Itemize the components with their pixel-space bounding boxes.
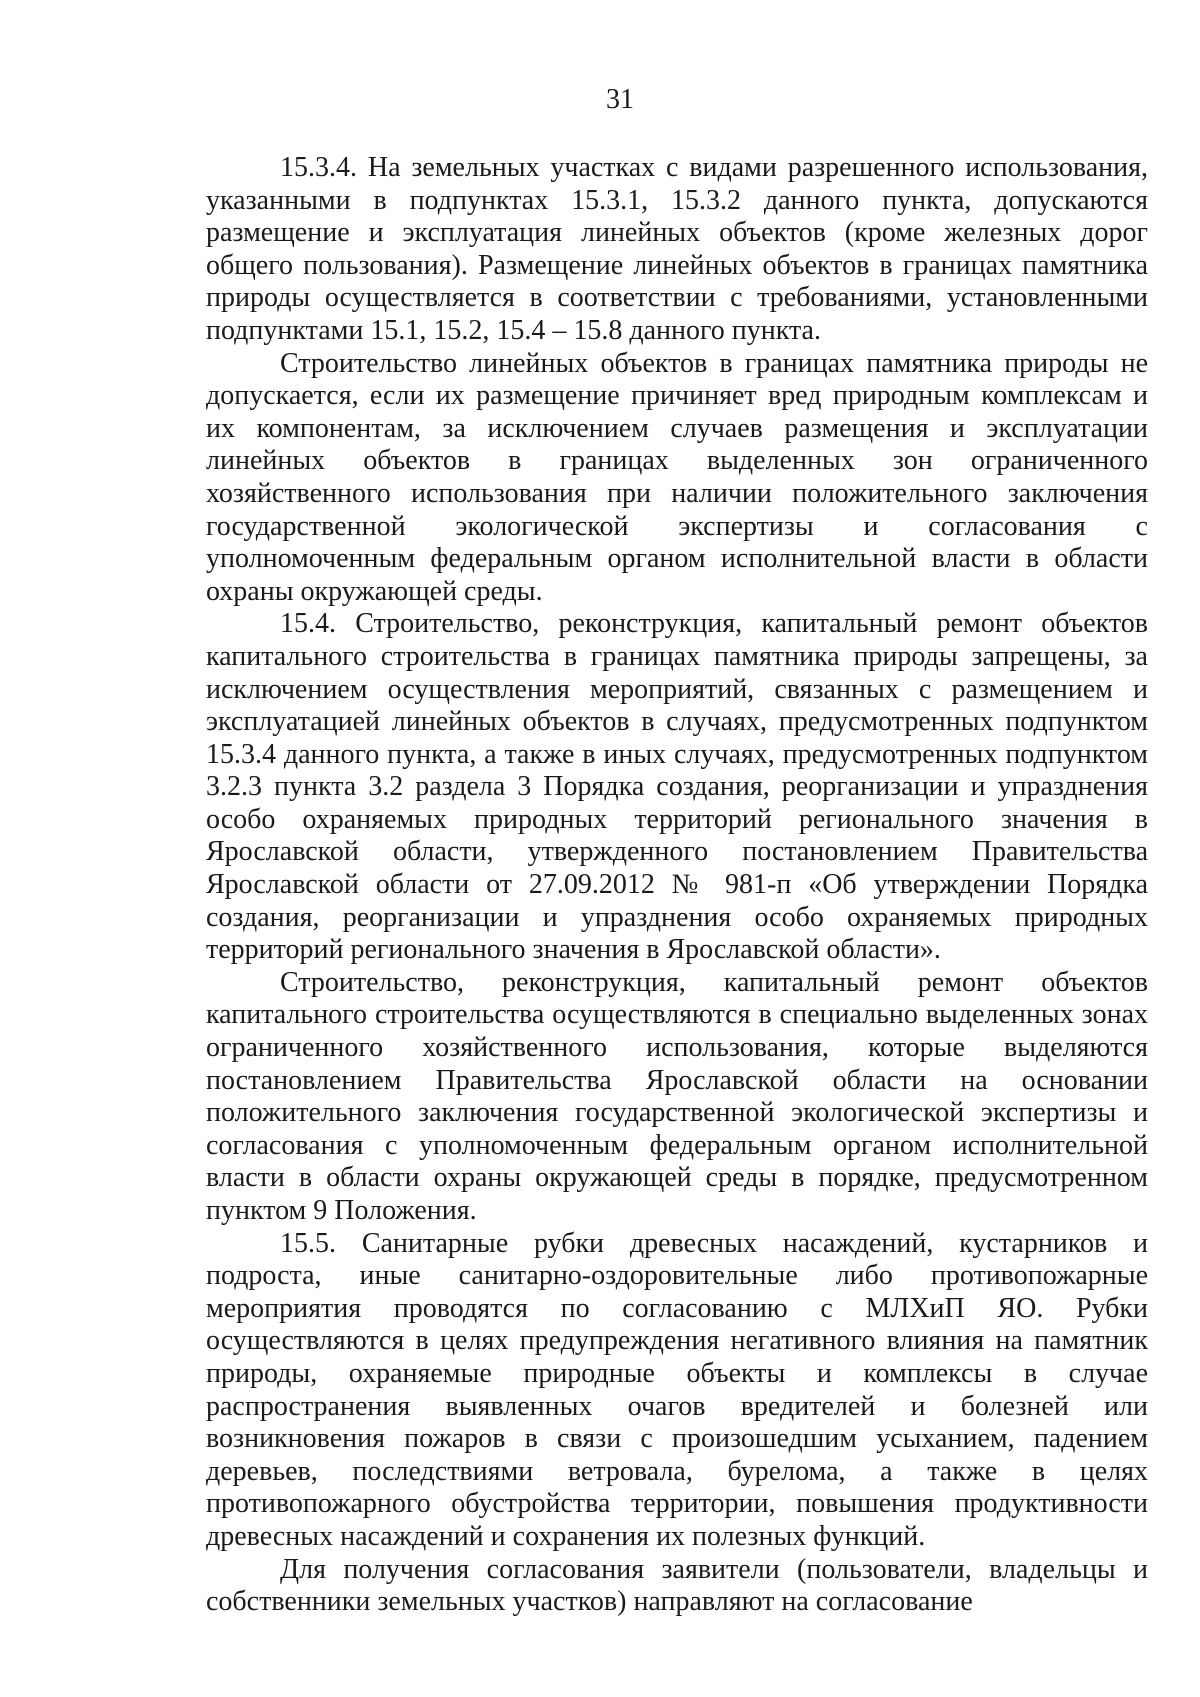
paragraph-15-3-4: 15.3.4. На земельных участках с видами разрешенного использования, указанными в подпунктах 15.3.1, 15.3.2 данного пункта, допускаются размещение и эксплуатация линейных объектов (кроме железных дорог общего пользования). Размещение линейных объектов в границах памятника природы осуществляется в соответствии с требованиями, установленными подпунктами 15.1, 15.2, 15.4 – 15.8 данного пункта. [206,152,1148,346]
paragraph-capital-construction: Строительство, реконструкция, капитальный ремонт объектов капитального строительства осуществляются в специально выделенных зонах ограниченного хозяйственного использования, которые выделяются постановлением Правительства Ярославской области на основании положительного заключения государственной экологической экспертизы и согласования с уполномоченным федеральным органом исполнительной власти в области охраны окружающей среды в порядке, предусмотренном пунктом 9 Положения. [206,966,1148,1226]
document-body [206,152,1148,1619]
paragraph-15-5: 15.5. Санитарные рубки древесных насаждений, кустарников и подроста, иные санитарно-оздоровительные либо противопожарные мероприятия проводятся по согласованию с МЛХиП ЯО. Рубки осуществляются в целях предупреждения негативного влияния на памятник природы, охраняемые природные объекты и комплексы в случае распространения выявленных очагов вредителей и болезней или возникновения пожаров в связи с произошедшим усыханием, падением деревьев, последствиями ветровала, бурелома, а также в целях противопожарного обустройства территории, повышения продуктивности древесных насаждений и сохранения их полезных функций. [206,1227,1148,1552]
paragraph-linear-construction: Строительство линейных объектов в границах памятника природы не допускается, если их размещение причиняет вред природным комплексам и их компонентам, за исключением случаев размещения и эксплуатации линейных объектов в границах выделенных зон ограниченного хозяйственного использования при наличии положительного заключения государственной экологической экспертизы и согласования с уполномоченным федеральным органом исполнительной власти в области охраны окружающей среды. [206,347,1148,607]
paragraph-15-4: 15.4. Строительство, реконструкция, капитальный ремонт объектов капитального строительства в границах памятника природы запрещены, за исключением осуществления мероприятий, связанных с размещением и эксплуатацией линейных объектов в случаях, предусмотренных подпунктом 15.3.4 данного пункта, а также в иных случаях, предусмотренных подпунктом 3.2.3 пункта 3.2 раздела 3 Порядка создания, реорганизации и упразднения особо охраняемых природных территорий регионального значения в Ярославской области, утвержденного постановлением Правительства Ярославской области от 27.09.2012 № 981-п «Об утверждении Порядка создания, реорганизации и упразднения особо охраняемых природных территорий регионального значения в Ярославской области». [206,608,1148,966]
page-number: 31 [606,84,634,115]
paragraph-approval-request: Для получения согласования заявители (пользователи, владельцы и собственники земельных участков) направляют на согласование [206,1553,1148,1618]
